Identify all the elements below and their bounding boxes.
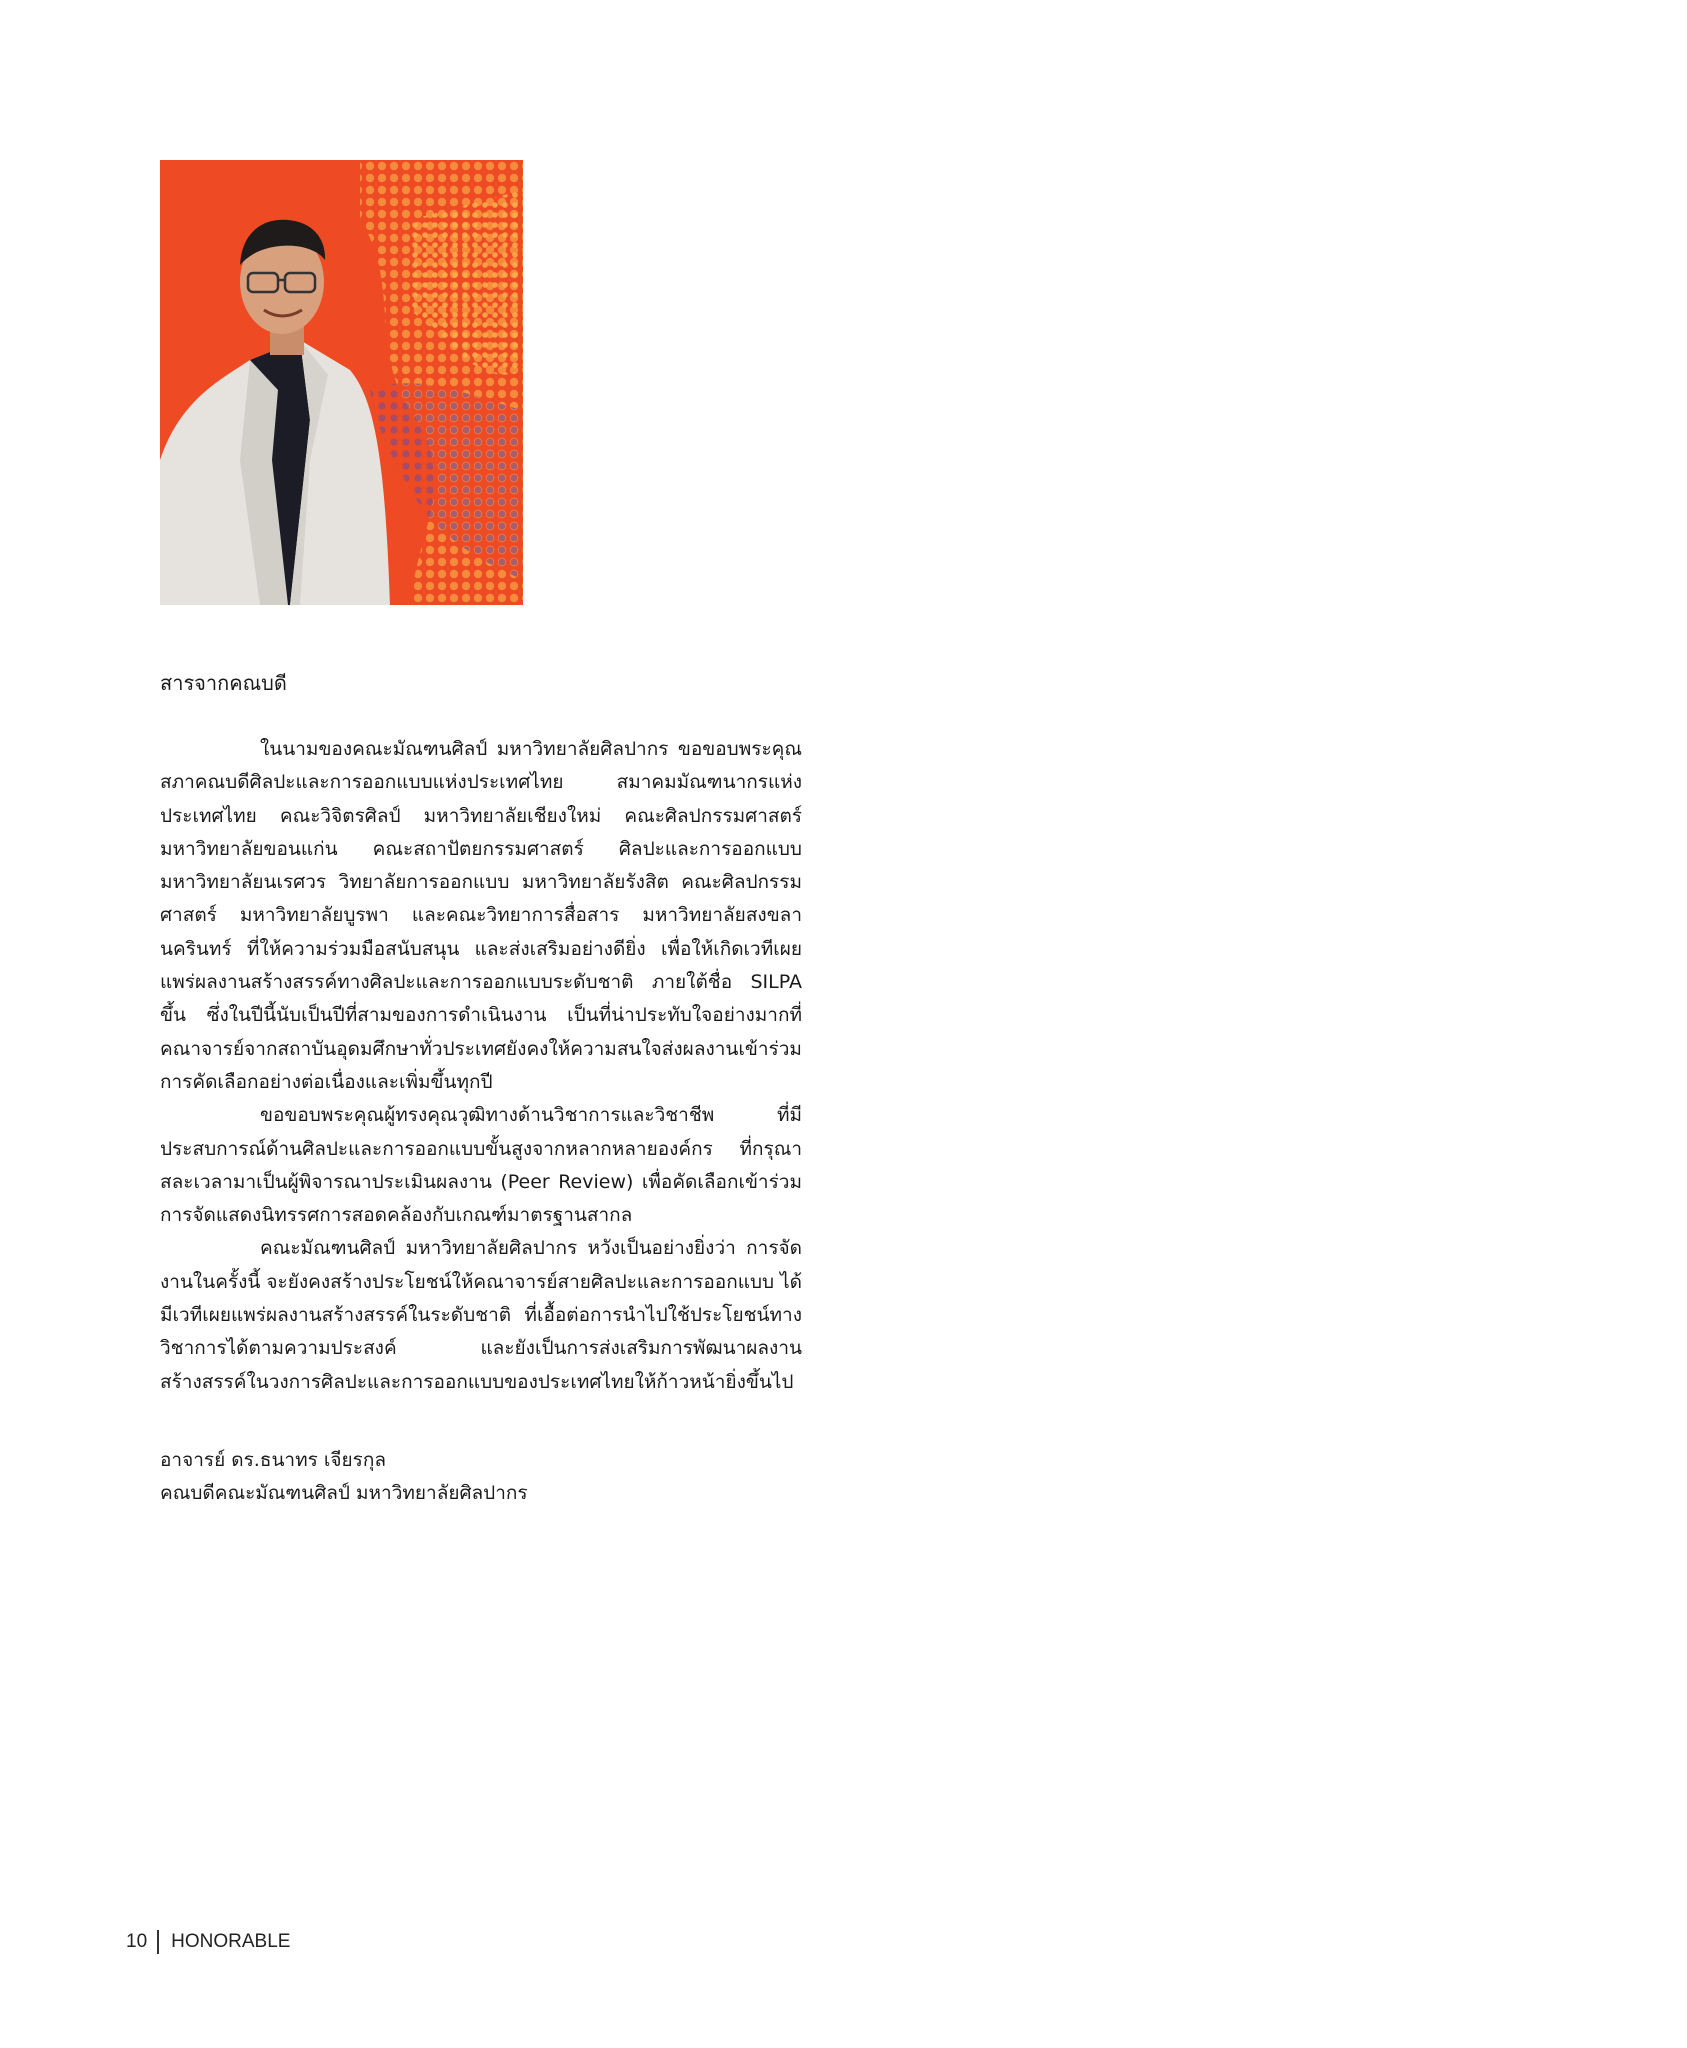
signatory-name: อาจารย์ ดร.ธนาทร เจียรกุล (160, 1449, 386, 1471)
paragraph-1: ในนามของคณะมัณฑนศิลป์ มหาวิทยาลัยศิลปากร ขอขอบพระคุณสภาคณบดีศิลปะและการออกแบบแห่งประเทศไทย สมาคมมัณฑนากรแห่งประเทศไทย คณะวิจิตรศิลป์ มหาวิทยาลัยเชียงใหม่ คณะศิลปกรรมศาสตร์ มหาวิทยาลัยขอนแก่น คณะสถาปัตยกรรมศาสตร์ ศิลปะและการออกแบบ มหาวิทยาลัยนเรศวร วิทยาลัยการออกแบบ มหาวิทยาลัยรังสิต คณะศิลปกรรมศาสตร์ มหาวิทยาลัยบูรพา และคณะวิทยาการสื่อสาร มหาวิทยาลัยสงขลานครินทร์ ที่ให้ความร่วมมือสนับสนุน และส่งเสริมอย่างดียิ่ง เพื่อให้เกิดเวทีเผยแพร่ผลงานสร้างสรรค์ทางศิลปะและการออกแบบระดับชาติ ภายใต้ชื่อ SILPA ขึ้น ซึ่งในปีนี้นับเป็นปีที่สามของการดำเนินงาน เป็นที่น่าประทับใจอย่างมากที่คณาจารย์จากสถาบันอุดมศึกษาทั่วประเทศยังคงให้ความสนใจส่งผลงานเข้าร่วมการคัดเลือกอย่างต่อเนื่องและเพิ่มขึ้นทุกปี (160, 738, 802, 1093)
portrait-photo (160, 160, 523, 605)
paragraph-2: ขอขอบพระคุณผู้ทรงคุณวุฒิทางด้านวิชาการและวิชาชีพ ที่มีประสบการณ์ด้านศิลปะและการออกแบบขั้นสูงจากหลากหลายองค์กร ที่กรุณาสละเวลามาเป็นผู้พิจารณาประเมินผลงาน (Peer Review) เพื่อคัดเลือกเข้าร่วมการจัดแสดงนิทรรศการสอดคล้องกับเกณฑ์มาตรฐานสากล (160, 1104, 802, 1227)
section-name: HONORABLE (171, 1931, 291, 1952)
message-body (160, 733, 802, 1399)
portrait-image (160, 160, 523, 605)
footer-divider (157, 1930, 159, 1954)
page-number: 10 (126, 1931, 148, 1952)
page-footer (126, 1928, 290, 1956)
signature-block (160, 1444, 528, 1511)
signatory-position: คณบดีคณะมัณฑนศิลป์ มหาวิทยาลัยศิลปากร (160, 1482, 528, 1505)
paragraph-3: คณะมัณฑนศิลป์ มหาวิทยาลัยศิลปากร หวังเป็นอย่างยิ่งว่า การจัดงานในครั้งนี้ จะยังคงสร้างประโยชน์ให้คณาจารย์สายศิลปะและการออกแบบ ได้มีเวทีเผยแพร่ผลงานสร้างสรรค์ในระดับชาติ ที่เอื้อต่อการนำไปใช้ประโยชน์ทางวิชาการได้ตามความประสงค์ และยังเป็นการส่งเสริมการพัฒนาผลงานสร้างสรรค์ในวงการศิลปะและการออกแบบของประเทศไทยให้ก้าวหน้ายิ่งขึ้นไป (160, 1237, 803, 1393)
section-heading: สารจากคณบดี (160, 671, 287, 695)
